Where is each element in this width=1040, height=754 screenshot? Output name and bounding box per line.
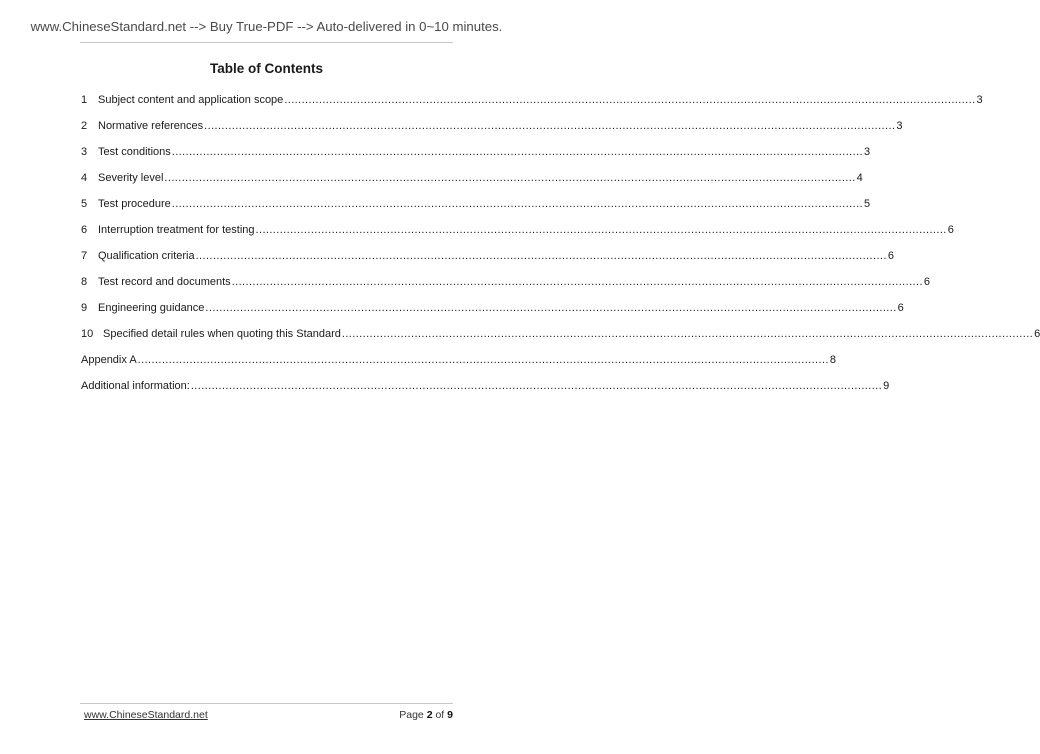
toc-entry[interactable] (81, 143, 871, 159)
toc-entry-label: Specified detail rules when quoting this Standard (103, 328, 341, 340)
toc-entry-label: Interruption treatment for testing (98, 224, 255, 236)
toc-entry[interactable] (81, 169, 863, 185)
toc-entry-number: 5 (81, 198, 88, 210)
toc-entry-number: 9 (81, 302, 88, 314)
toc-entry-page: 6 (1034, 328, 1040, 340)
toc-dot-leader: ........................................................................................................................................................................................................ (231, 276, 923, 288)
toc-entry-label: Qualification criteria (98, 250, 195, 262)
toc-entry-label: Test record and documents (98, 276, 231, 288)
toc-entry[interactable] (81, 377, 890, 393)
header-banner (0, 19, 533, 37)
toc-entry-page: 3 (976, 94, 983, 106)
page-total: 9 (447, 709, 453, 721)
toc-entry-page: 6 (897, 302, 904, 314)
toc-title: Table of Contents (210, 61, 323, 76)
toc-dot-leader: ........................................................................................................................................................................................................ (205, 302, 897, 314)
page-prefix: Page (399, 709, 424, 721)
toc-entry-label: Severity level (98, 172, 164, 184)
toc-entry-page: 6 (887, 250, 894, 262)
toc-entry-number: 1 (81, 94, 88, 106)
toc-dot-leader: ........................................................................................................................................................................................................ (171, 198, 863, 210)
banner-text: www.ChineseStandard.net --> Buy True-PDF --> Auto-delivered in 0~10 minutes. (30, 19, 503, 34)
toc-dot-leader: ........................................................................................................................................................................................................ (164, 172, 856, 184)
toc-dot-leader: ........................................................................................................................................................................................................ (195, 250, 887, 262)
toc-entry-label: Test conditions (98, 146, 171, 158)
footer-divider (80, 703, 453, 704)
toc-entry-number: 6 (81, 224, 88, 236)
toc-entry-number: 2 (81, 120, 88, 132)
toc-dot-leader: ........................................................................................................................................................................................................ (171, 146, 863, 158)
toc-entry-page: 8 (829, 354, 837, 366)
toc-entry[interactable] (81, 91, 983, 107)
toc-dot-leader: ........................................................................................................................................................................................................ (255, 224, 947, 236)
toc-entry[interactable] (81, 351, 837, 367)
toc-entry-number: 4 (81, 172, 88, 184)
toc-entry-page: 3 (864, 146, 871, 158)
footer-site-link[interactable]: www.ChineseStandard.net (84, 709, 208, 721)
toc-entry[interactable] (81, 299, 904, 315)
toc-dot-leader: ........................................................................................................................................................................................................ (137, 354, 829, 366)
toc-entry[interactable] (81, 221, 954, 237)
toc-entry-page: 4 (856, 172, 863, 184)
toc-entry-label: Engineering guidance (98, 302, 205, 314)
toc-entry-page: 6 (947, 224, 954, 236)
toc-entry-label: Subject content and application scope (98, 94, 284, 106)
page-indicator (399, 709, 453, 721)
toc-dot-leader: ........................................................................................................................................................................................................ (284, 94, 976, 106)
header-divider (80, 42, 453, 43)
toc-entry-label: Appendix A (81, 354, 137, 366)
toc-dot-leader: ........................................................................................................................................................................................................ (190, 380, 883, 392)
toc-entry-label: Normative references (98, 120, 204, 132)
toc-entry-label: Test procedure (98, 198, 171, 210)
page-of: of (435, 709, 445, 721)
toc-entry[interactable] (81, 273, 931, 289)
toc-entry[interactable] (81, 117, 903, 133)
toc-entry-page: 5 (864, 198, 871, 210)
toc-dot-leader: ........................................................................................................................................................................................................ (204, 120, 896, 132)
toc-entry-number: 3 (81, 146, 88, 158)
toc-dot-leader: ........................................................................................................................................................................................................ (341, 328, 1034, 340)
toc-entry[interactable] (81, 325, 1040, 341)
toc-entry-label: Additional information: (81, 380, 190, 392)
toc-entry-page: 9 (883, 380, 890, 392)
toc-entry-page: 6 (923, 276, 931, 288)
toc-entry[interactable] (81, 195, 871, 211)
page-current: 2 (426, 709, 433, 721)
toc-entry-number: 10 (81, 328, 94, 340)
toc-entry-number: 7 (81, 250, 88, 262)
toc-entry-page: 3 (896, 120, 903, 132)
toc-entry-number: 8 (81, 276, 88, 288)
toc-entry[interactable] (81, 247, 894, 263)
